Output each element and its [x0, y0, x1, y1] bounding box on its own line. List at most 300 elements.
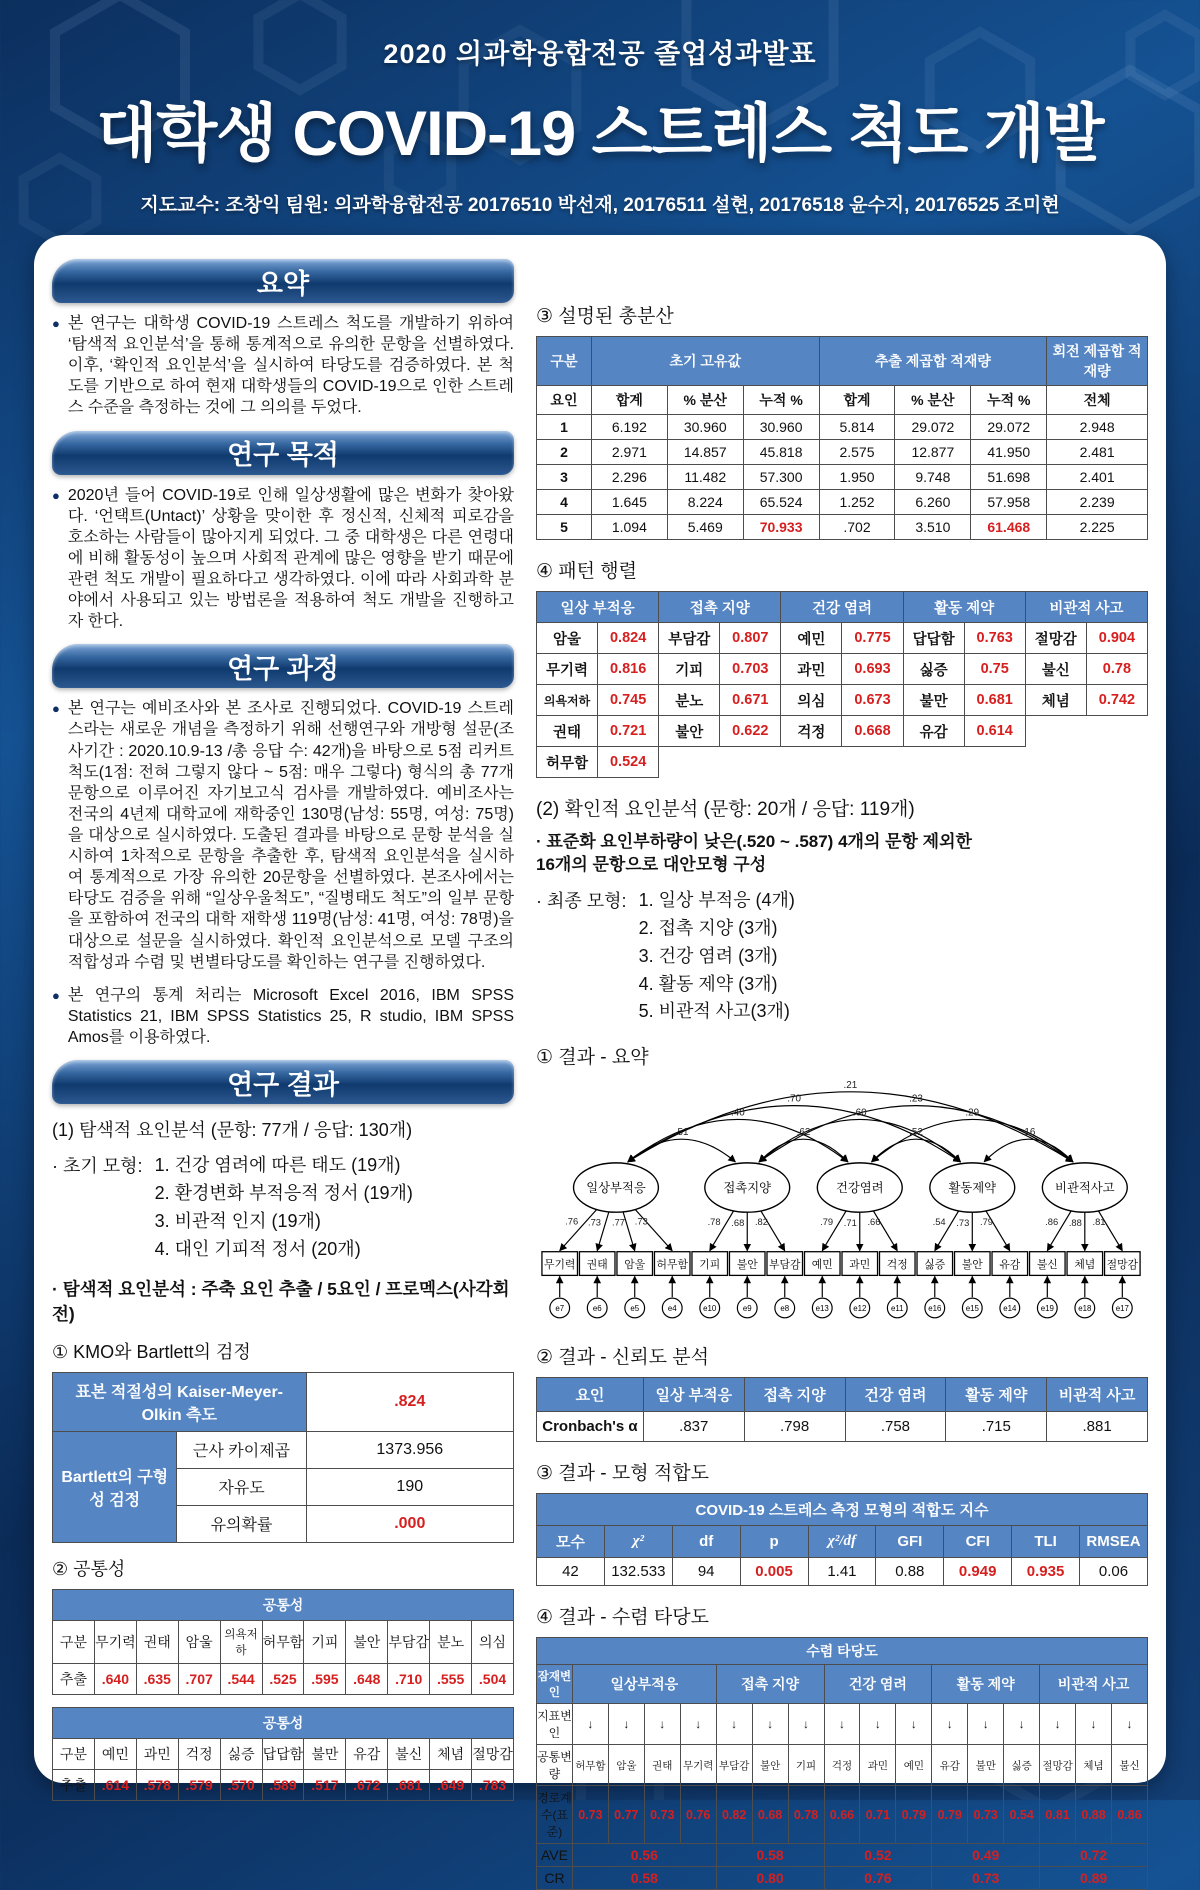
item-name: 의욕저하 [220, 1620, 262, 1663]
table-row [53, 1663, 514, 1694]
pattern-loading: 0.671 [720, 685, 781, 716]
latent-variable-label: 건강염려 [835, 1181, 884, 1196]
variance-cell: 57.300 [743, 465, 819, 490]
table-row [53, 1707, 514, 1738]
covariance-value: .40 [731, 1107, 745, 1119]
convergent-factor-header: 활동 제약 [932, 1665, 1040, 1704]
variance-cell: 51.698 [971, 465, 1047, 490]
pattern-loading: 0.721 [598, 716, 659, 747]
efa-method-line: · 탐색적 요인분석 : 주축 요인 추출 / 5요인 / 프로멕스(사각회전) [52, 1278, 510, 1324]
variance-cell: 6.192 [591, 415, 667, 440]
table-row [537, 716, 1148, 747]
item-name: 기피 [304, 1620, 346, 1663]
fit-header: CFI [944, 1526, 1012, 1558]
bullet-icon: ● [52, 701, 60, 717]
variance-cell: 65.524 [743, 490, 819, 515]
efa-line: (1) 탐색적 요인분석 (문항: 77개 / 응답: 130개) [52, 1120, 413, 1141]
item-name: 체념 [430, 1738, 472, 1769]
bullet-icon: ● [52, 316, 60, 331]
convergent-cr: 0.58 [572, 1867, 716, 1890]
table-cell [1086, 747, 1147, 778]
table-cell [1025, 747, 1086, 778]
convergent-factor-header: 접촉 지양 [716, 1665, 824, 1704]
convergent-path-coef: 0.73 [968, 1786, 1004, 1844]
observed-variable-label: 권태 [586, 1259, 608, 1272]
item-value: .707 [178, 1663, 220, 1694]
table-cell [781, 747, 842, 778]
pattern-item: 무기력 [537, 654, 598, 685]
convergent-row-label: 지표변인 [537, 1704, 573, 1745]
convergent-factor-header: 일상부적응 [572, 1665, 716, 1704]
table-row [537, 1704, 1148, 1745]
convergent-path-coef: 0.88 [1076, 1786, 1112, 1844]
convergent-indicator: 불만 [968, 1745, 1004, 1786]
table-row [537, 490, 1148, 515]
table-row [537, 654, 1148, 685]
down-arrow-icon: ↓ [932, 1704, 968, 1745]
poster-title: 대학생 COVID-19 스트레스 척도 개발 [96, 99, 1104, 169]
variance-cell: 45.818 [743, 440, 819, 465]
pattern-item: 싫증 [903, 654, 964, 685]
table-row [537, 1745, 1148, 1786]
variance-h2: 누적 % [971, 386, 1047, 415]
covariance-arc [872, 1140, 961, 1163]
variance-cell: 70.933 [743, 515, 819, 540]
pattern-loading: 0.668 [842, 716, 903, 747]
fit-header: GFI [876, 1526, 944, 1558]
pattern-title: ④ 패턴 행렬 [536, 561, 638, 582]
pattern-item: 과민 [781, 654, 842, 685]
final-model-items [639, 887, 795, 1026]
final-model-item: 2. 접촉 지양 (3개) [638, 917, 778, 938]
variance-cell: 2.401 [1047, 465, 1148, 490]
reliability-value: .837 [643, 1412, 744, 1442]
variance-cell: 57.958 [971, 490, 1047, 515]
convergent-path-coef: 0.73 [572, 1786, 608, 1844]
error-term-label: e4 [667, 1304, 677, 1314]
fit-value: 42 [537, 1558, 605, 1586]
fit-header: RMSEA [1080, 1526, 1148, 1558]
convergent-path-coef: 0.68 [752, 1786, 788, 1844]
observed-variable-label: 체념 [1074, 1259, 1096, 1272]
pattern-loading: 0.703 [720, 654, 781, 685]
final-model-item: 3. 건강 염려 (3개) [638, 945, 778, 966]
process-paragraph-1 [52, 698, 514, 972]
fit-value: 0.935 [1012, 1558, 1080, 1586]
variance-cell: 2.239 [1047, 490, 1148, 515]
item-value: .648 [346, 1663, 388, 1694]
row-label: 구분 [53, 1620, 95, 1663]
down-arrow-icon: ↓ [1040, 1704, 1076, 1745]
section-purpose-header: 연구 목적 [52, 431, 514, 475]
table-row [537, 1558, 1148, 1586]
item-value: .504 [472, 1663, 514, 1694]
observed-variable-label: 유감 [999, 1259, 1021, 1272]
variance-h1: 초기 고유값 [591, 337, 819, 386]
item-value: .640 [94, 1663, 136, 1694]
variance-cell: 6.260 [895, 490, 971, 515]
final-model-label: · 최종 모형: [536, 890, 627, 911]
bartlett-stat-value: 190 [306, 1468, 513, 1505]
latent-variable-label: 활동제약 [948, 1181, 997, 1196]
item-name: 권태 [136, 1620, 178, 1663]
error-term-label: e5 [630, 1304, 640, 1314]
convergent-path-coef: 0.71 [860, 1786, 896, 1844]
table-row [537, 465, 1148, 490]
convergent-indicator: 절망감 [1040, 1745, 1076, 1786]
convergent-indicator: 권태 [644, 1745, 680, 1786]
variance-cell: 3.510 [895, 515, 971, 540]
pattern-loading: 0.904 [1086, 623, 1147, 654]
pattern-item: 부담감 [659, 623, 720, 654]
convergent-indicator: 불신 [1112, 1745, 1148, 1786]
item-value: .783 [472, 1769, 514, 1800]
item-name: 무기력 [94, 1620, 136, 1663]
item-name: 분노 [430, 1620, 472, 1663]
reliability-row-label: Cronbach's α [537, 1412, 644, 1442]
convergent-path-coef: 0.78 [788, 1786, 824, 1844]
observed-variable-label: 과민 [849, 1259, 871, 1272]
convergent-cr: 0.73 [932, 1867, 1040, 1890]
communality-table [52, 1589, 514, 1695]
fit-value: 0.06 [1080, 1558, 1148, 1586]
pattern-item: 불안 [659, 716, 720, 747]
table-row [537, 1844, 1148, 1867]
item-name: 불안 [346, 1620, 388, 1663]
convergent-path-coef: 0.81 [1040, 1786, 1076, 1844]
pattern-loading: 0.524 [598, 747, 659, 778]
table-cell [842, 747, 903, 778]
covariance-value: .23 [909, 1094, 923, 1106]
result1-title: ① 결과 - 요약 [536, 1047, 649, 1069]
down-arrow-icon: ↓ [644, 1704, 680, 1745]
variance-h2: % 분산 [667, 386, 743, 415]
item-name: 유감 [346, 1738, 388, 1769]
convergent-path-coef: 0.79 [896, 1786, 932, 1844]
item-value: .555 [430, 1663, 472, 1694]
convergent-path-coef: 0.77 [608, 1786, 644, 1844]
purpose-paragraph [52, 485, 514, 633]
loading-value: .78 [707, 1217, 721, 1228]
pattern-loading: 0.681 [964, 685, 1025, 716]
covariance-value: .62 [796, 1127, 811, 1139]
table-row [537, 592, 1148, 623]
variance-h2: 요인 [537, 386, 592, 415]
variance-h1: 회전 제곱합 적재량 [1047, 337, 1148, 386]
variance-cell: 2.296 [591, 465, 667, 490]
communality-title: ② 공통성 [52, 1558, 126, 1579]
variance-cell: 30.960 [667, 415, 743, 440]
pattern-factor-header: 접촉 지양 [659, 592, 781, 623]
bartlett-label: Bartlett의 구형성 검정 [53, 1431, 177, 1542]
pattern-matrix-table [536, 591, 1148, 778]
pattern-factor-header: 비관적 사고 [1025, 592, 1147, 623]
communality-header: 공통성 [53, 1589, 514, 1620]
bullet-icon: ● [52, 987, 60, 1003]
item-name: 예민 [94, 1738, 136, 1769]
pattern-factor-header: 건강 염려 [781, 592, 903, 623]
pattern-item: 유감 [903, 716, 964, 747]
bartlett-stat-label: 자유도 [177, 1468, 306, 1505]
table-row [537, 1867, 1148, 1890]
variance-h2: 합계 [819, 386, 895, 415]
item-value: .589 [262, 1769, 304, 1800]
pattern-item: 불만 [903, 685, 964, 716]
convergent-row-label: 경로계수(표준) [537, 1786, 573, 1844]
row-label: 추출 [53, 1663, 95, 1694]
item-name: 싫증 [220, 1738, 262, 1769]
error-term-label: e15 [965, 1304, 979, 1314]
down-arrow-icon: ↓ [680, 1704, 716, 1745]
item-value: .525 [262, 1663, 304, 1694]
error-term-label: e18 [1078, 1304, 1092, 1314]
cfa-line: (2) 확인적 요인분석 (문항: 20개 / 응답: 119개) [536, 799, 915, 820]
table-row [53, 1620, 514, 1663]
loading-value: .73 [634, 1216, 648, 1227]
fit-header: 모수 [537, 1526, 605, 1558]
loading-value: .54 [932, 1217, 946, 1228]
error-term-label: e12 [853, 1304, 867, 1314]
table-row [537, 747, 1148, 778]
pattern-item: 암울 [537, 623, 598, 654]
loading-value: .81 [1092, 1217, 1106, 1228]
variance-cell: 30.960 [743, 415, 819, 440]
convergent-ave: 0.58 [716, 1844, 824, 1867]
reliability-table [536, 1377, 1148, 1442]
table-cell [903, 747, 964, 778]
error-term-label: e8 [780, 1304, 790, 1314]
convergent-indicator: 허무함 [572, 1745, 608, 1786]
variance-cell: 3 [537, 465, 592, 490]
down-arrow-icon: ↓ [1112, 1704, 1148, 1745]
reliability-header: 접촉 지양 [744, 1378, 845, 1412]
table-cell [964, 747, 1025, 778]
pattern-item: 분노 [659, 685, 720, 716]
table-row [537, 337, 1148, 386]
convergent-cr: 0.89 [1040, 1867, 1148, 1890]
error-term-label: e7 [555, 1304, 565, 1314]
fit-value: 0.949 [944, 1558, 1012, 1586]
covariance-value: .16 [1021, 1127, 1036, 1139]
item-name: 부담감 [388, 1620, 430, 1663]
error-term-label: e19 [1040, 1304, 1054, 1314]
convergent-row-label: CR [537, 1867, 573, 1890]
convergent-row-label: 잠재변인 [537, 1665, 573, 1704]
variance-cell: 41.950 [971, 440, 1047, 465]
convergent-validity-table [536, 1637, 1148, 1890]
initial-model-label: · 초기 모형: [52, 1156, 143, 1177]
table-cell [1025, 716, 1086, 747]
covariance-value: .29 [965, 1107, 980, 1119]
kmo-value: .824 [306, 1372, 513, 1431]
item-name: 암울 [178, 1620, 220, 1663]
pattern-item: 예민 [781, 623, 842, 654]
reliability-header: 건강 염려 [845, 1378, 946, 1412]
variance-cell: 14.857 [667, 440, 743, 465]
communality-header: 공통성 [53, 1707, 514, 1738]
down-arrow-icon: ↓ [860, 1704, 896, 1745]
convergent-path-coef: 0.79 [932, 1786, 968, 1844]
result3-title: ③ 결과 - 모형 적합도 [536, 1463, 709, 1485]
model-fit-table [536, 1493, 1148, 1586]
table-row [53, 1431, 514, 1468]
table-row [537, 1786, 1148, 1844]
process-text-2: 본 연구의 통계 처리는 Microsoft Excel 2016, IBM SPSS Statistics 21, IBM SPSS Statistics 25, R studio, IBM SPSS Amos를 이용하였다. [67, 986, 514, 1046]
covariance-value: .21 [843, 1080, 858, 1092]
loading-value: .79 [979, 1217, 994, 1228]
covariance-arc [628, 1092, 1073, 1162]
variance-cell: 2.971 [591, 440, 667, 465]
row-label: 구분 [53, 1738, 95, 1769]
convergent-ave: 0.52 [824, 1844, 932, 1867]
variance-cell: 2.948 [1047, 415, 1148, 440]
pattern-loading: 0.763 [964, 623, 1025, 654]
covariance-value: .52 [909, 1127, 923, 1139]
latent-variable-label: 비관적사고 [1055, 1181, 1115, 1196]
communality-tables [52, 1589, 514, 1801]
item-value: .517 [304, 1769, 346, 1800]
error-term-label: e11 [890, 1304, 904, 1314]
error-term-label: e10 [703, 1304, 717, 1314]
variance-cell: .702 [819, 515, 895, 540]
variance-h2: 누적 % [743, 386, 819, 415]
reliability-value: .798 [744, 1412, 845, 1442]
covariance-value: .51 [674, 1127, 689, 1139]
variance-h1: 추출 제곱합 적재량 [819, 337, 1047, 386]
convergent-cr: 0.76 [824, 1867, 932, 1890]
item-name: 의심 [472, 1620, 514, 1663]
pattern-item: 절망감 [1025, 623, 1086, 654]
down-arrow-icon: ↓ [1076, 1704, 1112, 1745]
observed-variable-label: 불신 [1036, 1259, 1058, 1272]
fit-header: TLI [1012, 1526, 1080, 1558]
observed-variable-label: 걱정 [886, 1259, 908, 1272]
variance-cell: 29.072 [971, 415, 1047, 440]
sem-svg [536, 1077, 1148, 1326]
convergent-indicator: 걱정 [824, 1745, 860, 1786]
fit-value: 132.533 [604, 1558, 672, 1586]
reliability-value: .715 [946, 1412, 1047, 1442]
bartlett-stat-value: .000 [306, 1505, 513, 1542]
observed-variable-label: 싫증 [924, 1259, 946, 1272]
final-model-item: 1. 일상 부적응 (4개) [638, 889, 795, 910]
table-row [53, 1372, 514, 1431]
final-model-block [536, 887, 1148, 1026]
covariance-arc [759, 1120, 960, 1162]
observed-variable-label: 절망감 [1106, 1259, 1139, 1272]
table-row [53, 1738, 514, 1769]
result2-title: ② 결과 - 신뢰도 분석 [536, 1347, 709, 1369]
pattern-item: 불신 [1025, 654, 1086, 685]
table-cell [659, 747, 720, 778]
process-paragraph-2 [52, 985, 514, 1048]
observed-variable-label: 부담감 [769, 1259, 801, 1272]
table-row [53, 1769, 514, 1800]
pattern-item: 권태 [537, 716, 598, 747]
initial-model-item: 4. 대인 기피적 정서 (20개) [154, 1238, 361, 1259]
convergent-factor-header: 비관적 사고 [1040, 1665, 1148, 1704]
pattern-loading: 0.693 [842, 654, 903, 685]
variance-cell: 2.575 [819, 440, 895, 465]
item-value: .649 [430, 1769, 472, 1800]
pattern-loading: 0.816 [598, 654, 659, 685]
reliability-header: 활동 제약 [946, 1378, 1047, 1412]
left-column [52, 251, 514, 1793]
error-term-label: e17 [1115, 1304, 1129, 1314]
pattern-item: 체념 [1025, 685, 1086, 716]
fit-value: 0.88 [876, 1558, 944, 1586]
fit-value: 1.41 [808, 1558, 876, 1586]
table-row [537, 685, 1148, 716]
down-arrow-icon: ↓ [572, 1704, 608, 1745]
error-term-label: e13 [815, 1304, 829, 1314]
section-process-header: 연구 과정 [52, 644, 514, 688]
loading-value: .68 [731, 1218, 745, 1229]
initial-model-items [155, 1152, 413, 1264]
down-arrow-icon: ↓ [716, 1704, 752, 1745]
table-row [537, 623, 1148, 654]
table-row [537, 1638, 1148, 1665]
covariance-arc [872, 1120, 1073, 1162]
fit-title: COVID-19 스트레스 측정 모형의 적합도 지수 [537, 1494, 1148, 1526]
variance-cell: 61.468 [971, 515, 1047, 540]
convergent-indicator: 부담감 [716, 1745, 752, 1786]
variance-cell: 12.877 [895, 440, 971, 465]
reliability-header: 비관적 사고 [1047, 1378, 1148, 1412]
pattern-loading: 0.745 [598, 685, 659, 716]
loading-value: .88 [1068, 1218, 1082, 1229]
down-arrow-icon: ↓ [608, 1704, 644, 1745]
item-name: 걱정 [178, 1738, 220, 1769]
item-value: .595 [304, 1663, 346, 1694]
item-name: 불만 [304, 1738, 346, 1769]
fit-header: χ²/df [808, 1526, 876, 1558]
loading-value: .82 [754, 1217, 768, 1228]
convergent-path-coef: 0.82 [716, 1786, 752, 1844]
kmo-label: 표본 적절성의 Kaiser-Meyer-Olkin 측도 [53, 1372, 307, 1431]
bartlett-stat-label: 유의확률 [177, 1505, 306, 1542]
row-label: 추출 [53, 1769, 95, 1800]
pattern-item: 기피 [659, 654, 720, 685]
loading-value: .77 [611, 1217, 626, 1228]
table-row [537, 386, 1148, 415]
item-name: 절망감 [472, 1738, 514, 1769]
pattern-item: 의심 [781, 685, 842, 716]
variance-cell: 2.225 [1047, 515, 1148, 540]
table-row [537, 515, 1148, 540]
fit-header: χ² [604, 1526, 672, 1558]
convergent-factor-header: 건강 염려 [824, 1665, 932, 1704]
convergent-ave: 0.72 [1040, 1844, 1148, 1867]
item-value: .570 [220, 1769, 262, 1800]
pattern-item: 허무함 [537, 747, 598, 778]
variance-h2: 합계 [591, 386, 667, 415]
pattern-loading: 0.673 [842, 685, 903, 716]
latent-variable-label: 접촉지양 [723, 1181, 772, 1196]
convergent-indicator: 기피 [788, 1745, 824, 1786]
summary-text: 본 연구는 대학생 COVID-19 스트레스 척도를 개발하기 위하여 ‘탐색적 요인분석’을 통해 통계적으로 유의한 문항을 선별하였다. 이후, ‘확인적 요인분석’을 실시하여 타당도를 검증하였다. 본 척도를 기반으로 하여 현재 대학생들의 COVID-19으로 인한 스트레스 수준을 측정하는 것에 그 의의를 두었다. [67, 315, 514, 417]
down-arrow-icon: ↓ [824, 1704, 860, 1745]
convergent-row-label: 공통변량 [537, 1745, 573, 1786]
loading-value: .71 [843, 1218, 857, 1229]
cfa-note-line1: · 표준화 요인부하량이 낮은(.520 ~ .587) 4개의 문항 제외한 [536, 832, 972, 851]
content-card [34, 235, 1166, 1887]
reliability-header: 일상 부적응 [643, 1378, 744, 1412]
initial-model-item: 2. 환경변화 부적응적 정서 (19개) [154, 1182, 413, 1203]
observed-variable-label: 불안 [961, 1259, 983, 1272]
convergent-path-coef: 0.66 [824, 1786, 860, 1844]
item-value: .672 [346, 1769, 388, 1800]
